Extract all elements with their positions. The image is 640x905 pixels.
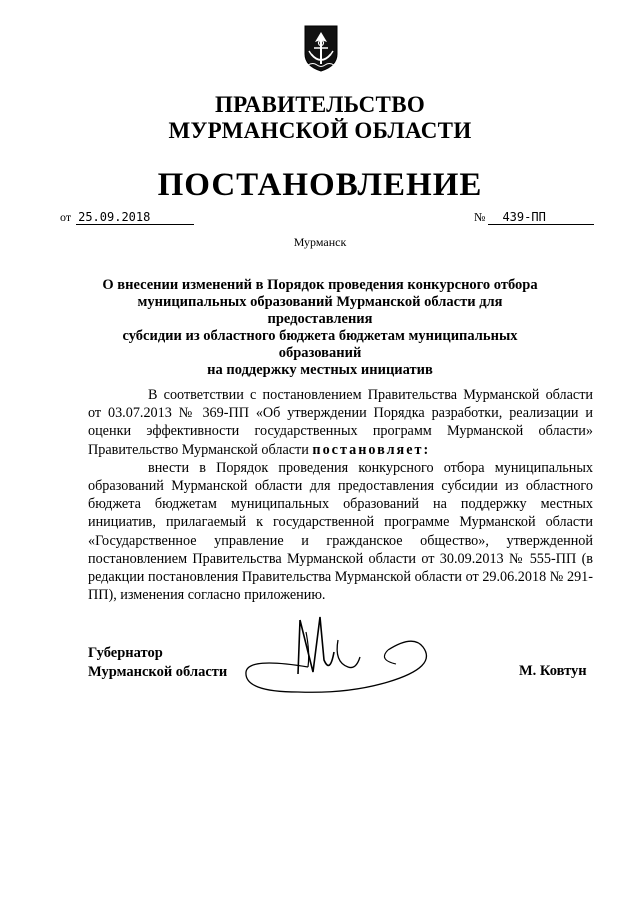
organization-name-line2: МУРМАНСКОЙ ОБЛАСТИ	[168, 118, 472, 143]
document-type: ПОСТАНОВЛЕНИЕ	[157, 167, 483, 203]
document-subject	[88, 277, 552, 379]
document-body	[88, 386, 593, 604]
document-date	[60, 210, 194, 225]
signatory-title-line1: Губернатор	[88, 645, 163, 661]
number-label: №	[474, 210, 486, 224]
document-number	[474, 210, 594, 225]
date-label: от	[60, 210, 72, 224]
date-value: 25.09.2018	[76, 210, 194, 225]
preamble-text: В соответствии с постановлением Правительства Мурманской области от 03.07.2013 № 369-ПП «Об утверждении Порядка разработки, реализации и оценки эффективности государственных программ Мурманской области» Правительство Мурманской области	[88, 387, 593, 458]
subject-line: субсидии из областного бюджета бюджетам муниципальных образований	[122, 328, 518, 361]
body-paragraph-preamble	[88, 386, 593, 459]
handwritten-signature	[238, 612, 438, 702]
resolution-keyword: постановляет:	[312, 441, 431, 458]
body-paragraph-resolution: внести в Порядок проведения конкурсного отбора муниципальных образований Мурманской области для предоставления субсидии из областного бюджета бюджетам муниципальных образований на поддержку местных инициатив, прилагаемый к государственной программе Мурманской области «Государственное управление и гражданское общество», утвержденной постановлением Правительства Мурманской области от 30.09.2013 № 555-ПП (в редакции постановления Правительства Мурманской области от 29.06.2018 № 291-ПП), изменения согласно приложению.	[88, 459, 593, 604]
subject-line: муниципальных образований Мурманской области для предоставления	[137, 294, 503, 327]
subject-line: на поддержку местных инициатив	[207, 362, 433, 378]
murmansk-coat-of-arms-icon	[301, 24, 341, 72]
subject-line: О внесении изменений в Порядок проведения конкурсного отбора	[102, 277, 538, 293]
number-value: 439-ПП	[488, 210, 594, 225]
signatory-name: М. Ковтун	[519, 663, 587, 679]
organization-name-line1: ПРАВИТЕЛЬСТВО	[214, 92, 426, 117]
signatory-title-line2: Мурманской области	[88, 664, 228, 680]
document-city: Мурманск	[293, 235, 347, 249]
signatory-title	[88, 644, 227, 682]
